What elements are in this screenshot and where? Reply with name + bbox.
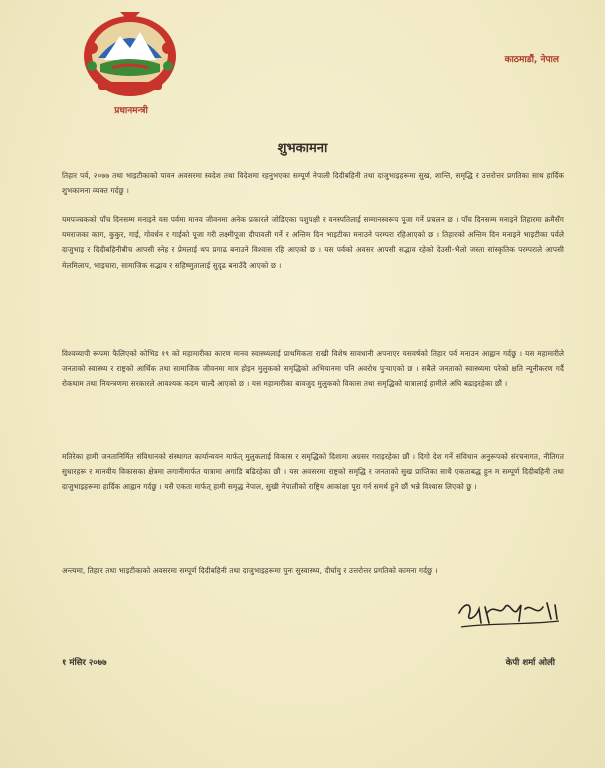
paragraph-covid: विश्वव्यापी रूपमा फैलिएको कोभिड १९ को महामारीका कारण मानव स्वास्थ्यलाई प्राथमिकता राखी विशेष सावधानी अपनाएर यसवर्षको तिहार पर्व मनाउन आह्वान गर्दछु । यस महामारीले जनताको स्वास्थ्य र राष्ट्रको आर्थिक तथा सामाजिक जीवनमा मात्र होइन मुलुकको समृद्धिको अभियानमा पनि अवरोध पुऱ्याएको छ । सबैले जनताको स्वास्थ्यमा परेको क्षति न्यूनीकरण गर्दै रोकथाम तथा नियन्त्रणमा सरकारले आवश्यक कदम चाल्दै आएको छ । यस महामारीका बावजुद मुलुकको विकास तथा समृद्धिको यात्रालाई हामीले अघि बढाइरहेका छौं । — [62, 349, 564, 389]
paragraph-tihar-tradition: यमपञ्चकको पाँच दिनसम्म मनाइने यस पर्वमा मानव जीवनमा अनेक प्रकारले जोडिएका पशुपक्षी र वनस्पतिलाई सम्मानस्वरूप पूजा गर्ने प्रचलन छ । पाँच दिनसम्म मनाइने तिहारमा क्रमैसँग यमराजका काग, कुकुर, गाई, गोवर्धन र गाईको पूजा गरी लक्ष्मीपूजा दीपावली गर्ने र अन्तिम दिन भाइटीका मनाउने परम्परा रहिआएको छ । तिहारको अन्तिम दिन मनाइने भाइटीका पर्वले दाजुभाइ र दिदीबहिनीबीच आपसी स्नेह र प्रेमलाई थप प्रगाढ बनाउने विश्वास रहि आएको छ । यस पर्वको अवसर आपसी सद्भाव रहेको देउसी-भैलो जस्ता सांस्कृतिक परम्पराले आपसी मेलमिलाप, भाइचारा, सामाजिक सद्भाव र सहिष्णुतालाई सुदृढ बनाउँदै आएको छ । — [62, 215, 564, 270]
letter-title: शुभकामना — [277, 141, 328, 156]
paragraph-greeting: तिहार पर्व, २०७७ तथा भाइटीकाको पावन अवसरमा स्वदेश तथा विदेशमा रहनुभएका सम्पूर्ण नेपाली दिदीबहिनी तथा दाजुभाइहरूमा सुख, शान्ति, समृद्धि र उत्तरोत्तर प्रगतिका साथ हार्दिक शुभकामना व्यक्त गर्दछु । — [62, 171, 564, 196]
nepal-emblem-icon — [78, 8, 182, 100]
paragraph-prosperity: मतिरेका हामी जनतानिर्मित संविधानको संस्थागत कार्यान्वयन मार्फत् मुलुकलाई विकास र समृद्धिको दिशामा अग्रसर गराइरहेका छौं । दिगो देश गर्ने संविधान अनुरूपको संरचनागत, नीतिगत सुधारहरू र मानवीय विकासका क्षेत्रमा लगानीमार्फत यात्रामा अगाडि बढिरहेका छौं । यस अवसरमा राष्ट्रको समृद्धि र जनताको सुख प्राप्तिका साथै एकताबद्ध हुन म सम्पूर्ण दिदीबहिनी तथा दाजुभाइहरूमा हार्दिक आह्वान गर्दछु । यसै एकता मार्फत् हामी समृद्ध नेपाल, सुखी नेपालीको राष्ट्रिय आकांक्षा पूरा गर्न समर्थ हुने छौं भन्ने विश्वास लिएको छु । — [62, 452, 564, 492]
signer-name: केपी शर्मा ओली — [505, 658, 555, 668]
place-name: काठमाडौं, नेपाल — [504, 55, 559, 65]
paragraph-closing: अन्त्यमा, तिहार तथा भाइटीकाको अवसरमा सम्पूर्ण दिदीबहिनी तथा दाजुभाइहरूमा पुनः सुस्वास्थ्य, दीर्घायु र उत्तरोत्तर प्रगतिको कामना गर्दछु । — [62, 566, 438, 575]
handwritten-signature — [455, 593, 565, 633]
letter-date: १ मंसिर २०७७ — [62, 658, 107, 668]
office-name: प्रधानमन्त्री — [114, 106, 148, 116]
